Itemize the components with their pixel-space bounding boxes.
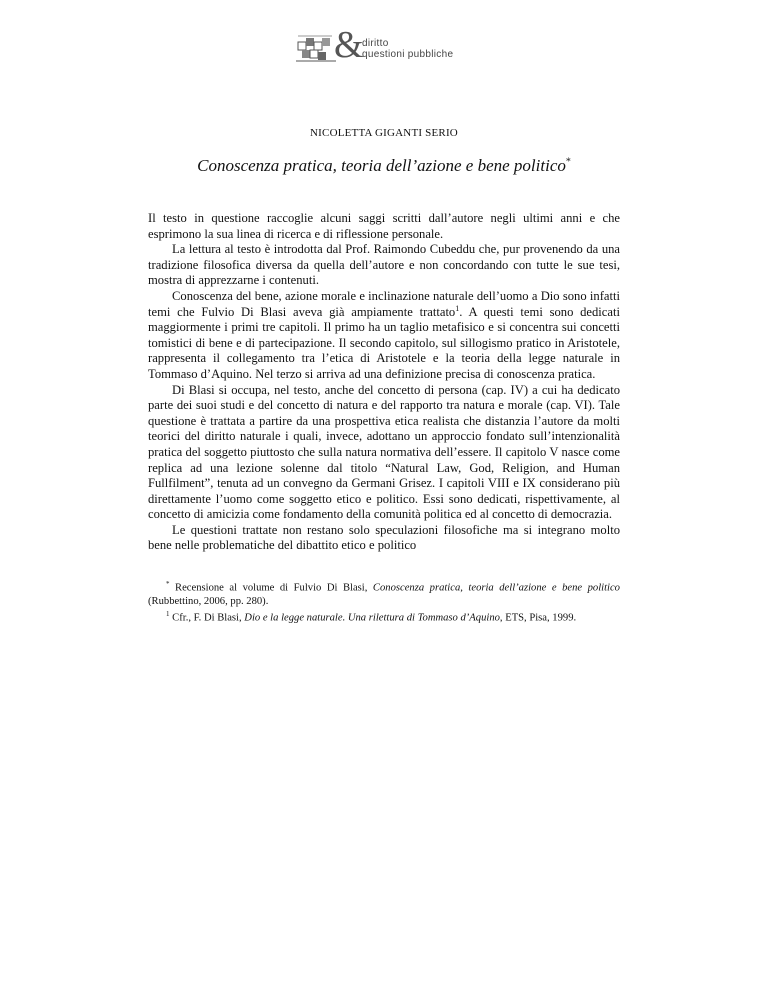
- footnote-star-text-a: Recensione al volume di Fulvio Di Blasi,: [175, 582, 373, 594]
- author-name: NICOLETTA GIGANTI SERIO: [310, 127, 458, 139]
- logo-text-diritto: diritto: [362, 38, 389, 49]
- paragraph-3: [148, 289, 620, 383]
- footnotes: [148, 578, 620, 625]
- footnote-1-mark: 1: [166, 609, 170, 618]
- journal-logo: [296, 24, 456, 68]
- footnote-star-text-b: (Rubbettino, 2006, pp. 280).: [148, 595, 269, 607]
- footnote-star-book-title: Conoscenza pratica, teoria dell’azione e bene politico: [372, 582, 620, 594]
- paragraph-4: Di Blasi si occupa, nel testo, anche del concetto di persona (cap. IV) a cui ha dedicato parte dei suoi studi e del concetto di natura e del rapporto tra natura e morale (cap. VI). Tale questione è trattata a partire da una prospettiva etica realista che distanzia l’autore da molti teorici del diritto naturale i quali, invece, adottano un approccio fondato sull’intenzionalità pratica del soggetto piuttosto che sulla natura normativa dell’essere. Il capitolo V nasce come replica ad una lezione solenne dal titolo “Natural Law, God, Religion, and Human Fullfilment”, tenuta ad un convegno da Germani Grisez. I capitoli VIII e IX considerano più direttamente l’uomo come soggetto etico e politico. Essi sono dedicati, rispettivamente, al concetto di amicizia come fondamento della comunità politica ed al concetto di democrazia.: [148, 382, 620, 522]
- logo-ampersand: &: [334, 24, 364, 66]
- footnote-1-book-title: Dio e la legge naturale. Una rilettura di Tommaso d’Aquino: [244, 612, 500, 624]
- footnote-1-text-a: Cfr., F. Di Blasi,: [172, 612, 245, 624]
- paragraph-5: Le questioni trattate non restano solo speculazioni filosofiche ma si integrano molto bene nelle problematiche del dibattito etico e politico: [148, 522, 620, 553]
- article-title-text: Conoscenza pratica, teoria dell’azione e bene politico: [197, 156, 566, 175]
- footnote-1-text-b: , ETS, Pisa, 1999.: [499, 612, 577, 624]
- article-body: [148, 211, 620, 554]
- footnote-ref-1: 1: [455, 303, 460, 313]
- title-footnote-mark: *: [565, 156, 571, 168]
- paragraph-2: La lettura al testo è introdotta dal Prof. Raimondo Cubeddu che, pur provenendo da una tradizione filosofica diversa da quella dell’autore e non concordando con tutte le sue tesi, mostra di apprezzarne i contenuti.: [148, 242, 620, 288]
- paragraph-3-text-a: Conoscenza del bene, azione morale e inclinazione naturale dell’uomo a Dio sono infatti temi che Fulvio Di Blasi aveva già ampiamente trattato: [148, 288, 620, 319]
- paragraph-1: Il testo in questione raccoglie alcuni saggi scritti dall’autore negli ultimi anni e che esprimono la sua linea di ricerca e di riflessione personale.: [148, 211, 620, 241]
- footnote-1: [148, 608, 620, 625]
- paragraph-3-text-b: . A questi temi sono dedicati maggiormente i primi tre capitoli. Il primo ha un taglio metafisico e si concentra sui concetti tomistici di bene e di partecipazione. Il secondo capitolo, sul sillogismo pratico in Aristotele, rappresenta il collegamento tra l’etica di Aristotele e la teoria della legge naturale in Tommaso d’Aquino. Nel terzo si arriva ad una definizione precisa di conoscenza pratica.: [148, 304, 620, 381]
- article-title: [0, 156, 768, 176]
- logo-grid-icon: [296, 34, 338, 64]
- footnote-star-mark: *: [166, 580, 170, 588]
- footnote-star: [148, 578, 620, 608]
- logo-text-questioni: questioni pubbliche: [362, 49, 454, 60]
